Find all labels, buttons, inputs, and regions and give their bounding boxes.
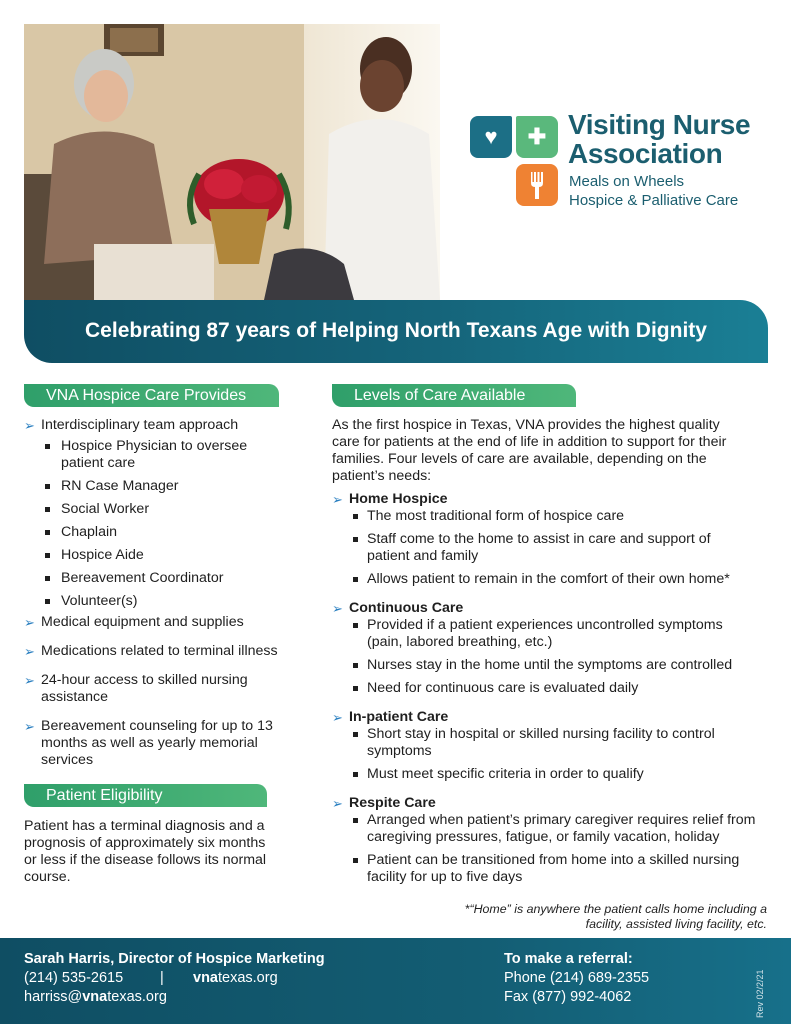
arrow-icon: ➢ — [332, 601, 343, 616]
level-detail: Short stay in hospital or skilled nursing facility to control — [367, 726, 715, 742]
square-bullet-icon — [353, 858, 358, 863]
level-title-continuous: Continuous Care — [349, 600, 464, 616]
square-bullet-icon — [353, 686, 358, 691]
logo-subtitle-line: Hospice & Palliative Care — [569, 192, 739, 209]
square-bullet-icon — [353, 623, 358, 628]
square-bullet-icon — [353, 772, 358, 777]
eligibility-line: course. — [24, 869, 71, 885]
hospice-item: services — [41, 752, 94, 768]
arrow-icon: ➢ — [24, 418, 35, 433]
arrow-icon: ➢ — [24, 673, 35, 688]
square-bullet-icon — [353, 514, 358, 519]
eligibility-line: or less if the disease follows its normal — [24, 852, 267, 868]
heart-icon: ♥ — [470, 116, 512, 158]
revision-label: Rev 02/2/21 — [755, 969, 765, 1018]
arrow-icon: ➢ — [332, 492, 343, 507]
contact-name: Sarah Harris, Director of Hospice Marketing — [24, 951, 325, 967]
level-detail: facility for up to five days — [367, 869, 523, 885]
referral-title: To make a referral: — [504, 951, 633, 967]
team-member: Chaplain — [61, 524, 118, 540]
level-detail: patient and family — [367, 548, 479, 564]
arrow-icon: ➢ — [24, 615, 35, 630]
square-bullet-icon — [45, 530, 50, 535]
fork-icon — [516, 164, 558, 206]
logo-subtitle-line: Meals on Wheels — [569, 173, 685, 190]
square-bullet-icon — [353, 663, 358, 668]
vna-logo — [470, 109, 770, 214]
hero-photo — [24, 24, 440, 300]
square-bullet-icon — [353, 537, 358, 542]
levels-heading: Levels of Care Available — [332, 384, 576, 407]
email-rest: texas.org — [107, 989, 167, 1005]
team-member: Hospice Aide — [61, 547, 144, 563]
level-detail: The most traditional form of hospice care — [367, 508, 625, 524]
team-member: Bereavement Coordinator — [61, 570, 224, 586]
level-detail: Allows patient to remain in the comfort of their own home* — [367, 571, 730, 587]
arrow-icon: ➢ — [24, 719, 35, 734]
website-bold: vna — [193, 970, 218, 986]
square-bullet-icon — [45, 484, 50, 489]
arrow-icon: ➢ — [24, 644, 35, 659]
levels-intro-line: care for patients at the end of life in addition to support for their — [332, 434, 727, 450]
levels-intro-line: patient’s needs: — [332, 468, 432, 484]
nurse-and-patient-photo — [24, 24, 440, 300]
level-title-respite: Respite Care — [349, 795, 436, 811]
logo-title — [568, 110, 750, 168]
level-detail: caregiving pressures, fatigue, or family vacation, holiday — [367, 829, 720, 845]
contact-phone: (214) 535-2615 — [24, 970, 124, 986]
team-member: Volunteer(s) — [61, 593, 138, 609]
arrow-icon: ➢ — [332, 796, 343, 811]
headline-banner — [24, 300, 768, 363]
hospice-item: Bereavement counseling for up to 13 — [41, 718, 273, 734]
hospice-item: Medical equipment and supplies — [41, 614, 244, 630]
square-bullet-icon — [45, 576, 50, 581]
arrow-icon: ➢ — [332, 710, 343, 725]
logo-title-line: Association — [568, 138, 723, 169]
square-bullet-icon — [353, 818, 358, 823]
square-bullet-icon — [45, 553, 50, 558]
eligibility-line: prognosis of approximately six months — [24, 835, 266, 851]
square-bullet-icon — [45, 507, 50, 512]
level-title-inpatient: In-patient Care — [349, 709, 449, 725]
level-detail: Arranged when patient’s primary caregiver requires relief from — [367, 812, 756, 828]
hospice-item: 24-hour access to skilled nursing — [41, 672, 248, 688]
logo-title-line: Visiting Nurse — [568, 109, 751, 140]
website-link[interactable] — [193, 969, 278, 988]
email-bold: vna — [82, 989, 108, 1005]
level-detail: Nurses stay in the home until the symptoms are controlled — [367, 657, 733, 673]
email-prefix: harriss@ — [24, 989, 83, 1005]
level-detail: Provided if a patient experiences uncontrolled symptoms — [367, 617, 723, 633]
level-detail: Patient can be transitioned from home into a skilled nursing — [367, 852, 740, 868]
footnote-line: *“Home” is anywhere the patient calls home including a — [464, 902, 767, 916]
team-member: Social Worker — [61, 501, 150, 517]
hospice-heading: VNA Hospice Care Provides — [24, 384, 279, 407]
email-link[interactable] — [24, 988, 167, 1007]
plus-icon: ✚ — [516, 116, 558, 158]
hospice-item: months as well as yearly memorial — [41, 735, 258, 751]
square-bullet-icon — [353, 577, 358, 582]
level-detail: Staff come to the home to assist in care and support of — [367, 531, 711, 547]
level-detail: Must meet specific criteria in order to qualify — [367, 766, 644, 782]
headline-text: Celebrating 87 years of Helping North Texans Age with Dignity — [85, 319, 707, 342]
contact-separator: | — [160, 970, 164, 986]
footnote-line: facility, assisted living facility, etc. — [585, 917, 767, 931]
level-detail: symptoms — [367, 743, 432, 759]
referral-phone: Phone (214) 689-2355 — [504, 970, 650, 986]
contact-footer — [0, 938, 791, 1024]
level-detail: Need for continuous care is evaluated daily — [367, 680, 639, 696]
referral-fax: Fax (877) 992-4062 — [504, 989, 632, 1005]
website-rest: texas.org — [218, 970, 278, 986]
team-member: patient care — [61, 455, 136, 471]
levels-intro-line: As the first hospice in Texas, VNA provides the highest quality — [332, 417, 720, 433]
square-bullet-icon — [353, 732, 358, 737]
home-footnote — [347, 902, 767, 932]
square-bullet-icon — [45, 444, 50, 449]
levels-intro-line: families. Four levels of care are available, depending on the — [332, 451, 707, 467]
level-title-home: Home Hospice — [349, 491, 448, 507]
hospice-item: Interdisciplinary team approach — [41, 417, 239, 433]
level-detail: (pain, labored breathing, etc.) — [367, 634, 553, 650]
team-member: Hospice Physician to oversee — [61, 438, 248, 454]
eligibility-heading: Patient Eligibility — [24, 784, 267, 807]
eligibility-line: Patient has a terminal diagnosis and a — [24, 818, 265, 834]
logo-subtitle — [569, 172, 738, 210]
hospice-item: Medications related to terminal illness — [41, 643, 278, 659]
hospice-item: assistance — [41, 689, 109, 705]
team-member: RN Case Manager — [61, 478, 179, 494]
square-bullet-icon — [45, 599, 50, 604]
